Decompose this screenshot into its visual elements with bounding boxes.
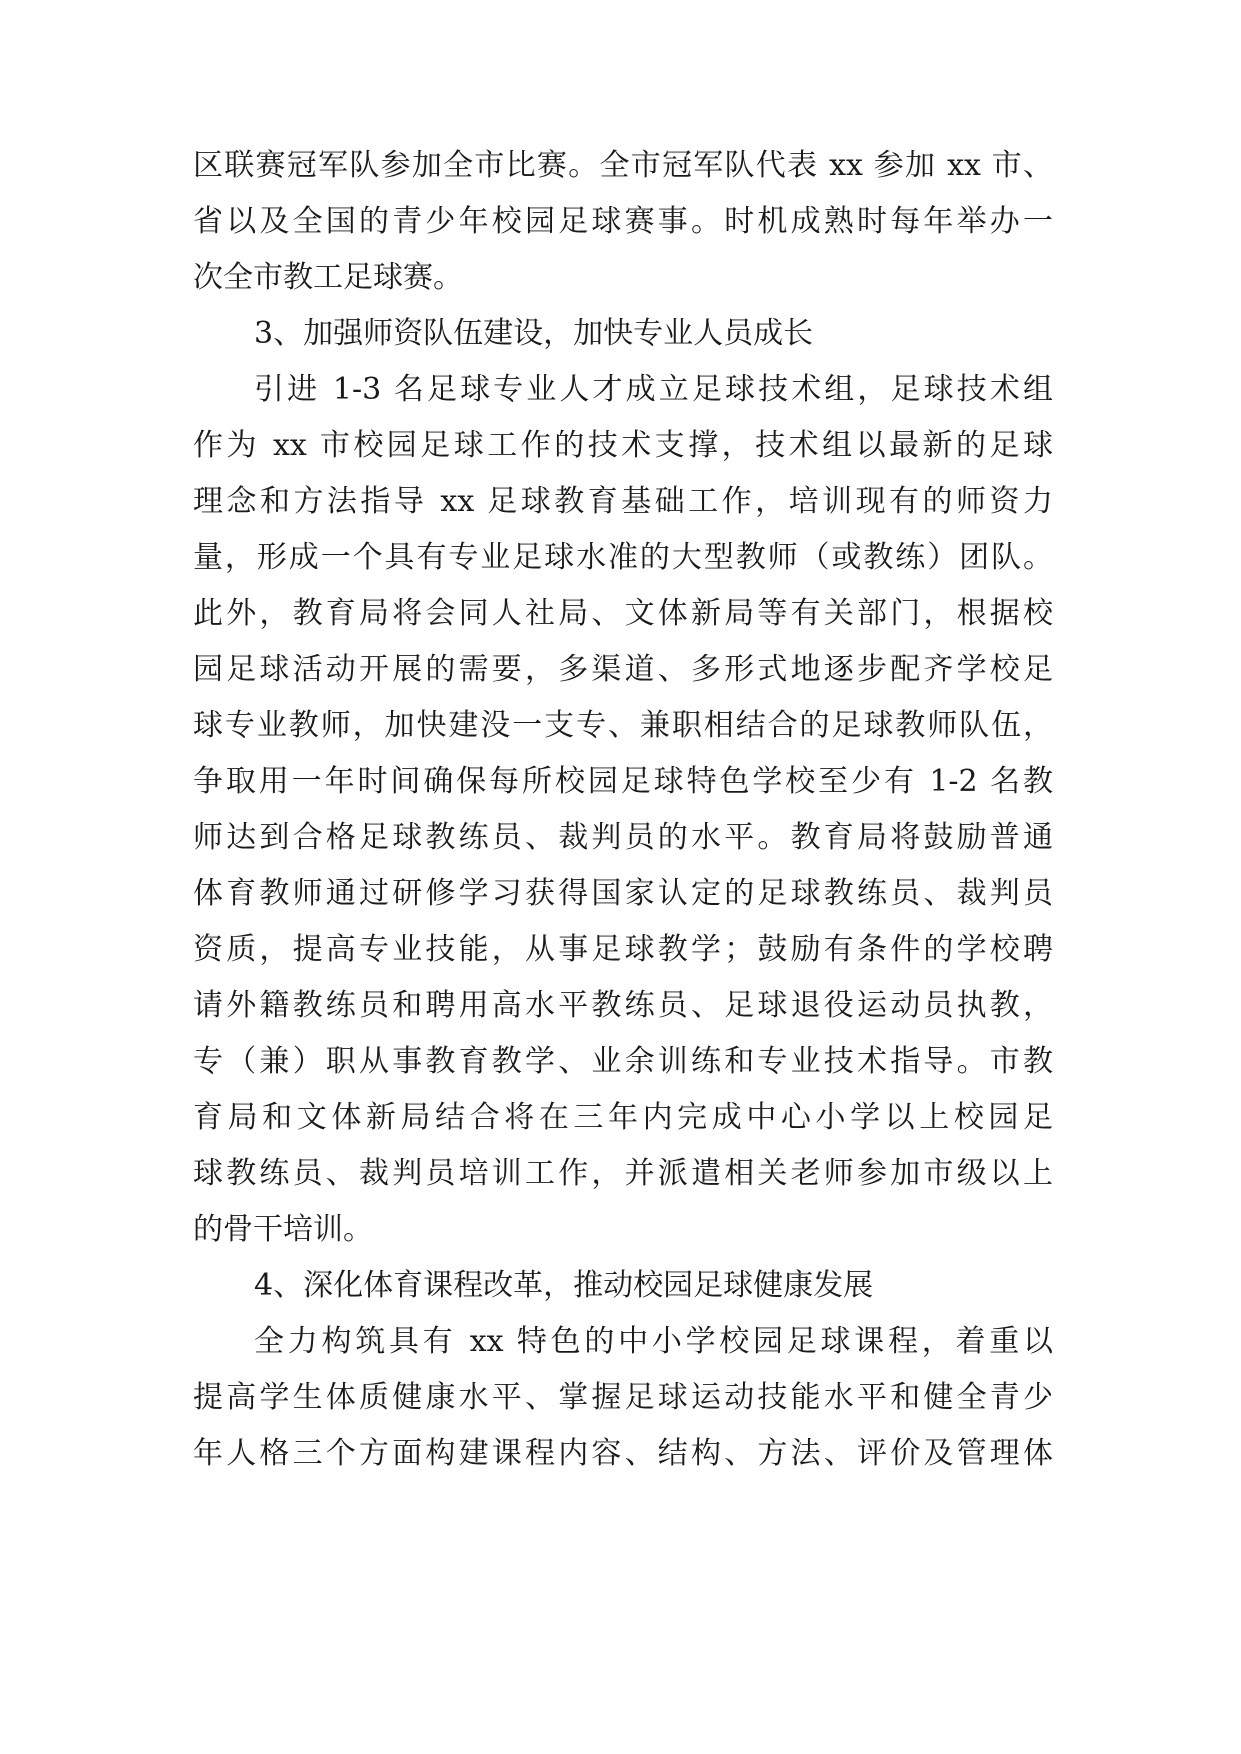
section-heading-4: 4、深化体育课程改革，推动校园足球健康发展 [254, 1268, 874, 1303]
paragraph-line: 年人格三个方面构建课程内容、结构、方法、评价及管理体 [193, 1436, 1053, 1471]
paragraph-line: 专（兼）职从事教育教学、业余训练和专业技术指导。市教 [193, 1044, 1053, 1079]
paragraph-line: 全力构筑具有 xx 特色的中小学校园足球课程，着重以 [254, 1324, 1053, 1359]
paragraph-line: 理念和方法指导 xx 足球教育基础工作，培训现有的师资力 [193, 484, 1053, 519]
paragraph-line: 量，形成一个具有专业足球水准的大型教师（或教练）团队。 [193, 540, 1053, 575]
paragraph-line: 师达到合格足球教练员、裁判员的水平。教育局将鼓励普通 [193, 820, 1053, 855]
paragraph-line: 此外，教育局将会同人社局、文体新局等有关部门，根据校 [193, 596, 1053, 631]
paragraph-line: 球教练员、裁判员培训工作，并派遣相关老师参加市级以上 [193, 1156, 1053, 1191]
paragraph-line: 省以及全国的青少年校园足球赛事。时机成熟时每年举办一 [193, 204, 1053, 239]
section-heading-3: 3、加强师资队伍建设，加快专业人员成长 [254, 316, 814, 351]
paragraph-line: 次全市教工足球赛。 [193, 260, 463, 295]
paragraph-line: 请外籍教练员和聘用高水平教练员、足球退役运动员执教， [193, 988, 1053, 1023]
paragraph-line: 育局和文体新局结合将在三年内完成中心小学以上校园足 [193, 1100, 1053, 1135]
paragraph-line: 园足球活动开展的需要，多渠道、多形式地逐步配齐学校足 [193, 652, 1053, 687]
paragraph-line: 的骨干培训。 [193, 1212, 373, 1247]
paragraph-line: 资质，提高专业技能，从事足球教学；鼓励有条件的学校聘 [193, 932, 1053, 967]
paragraph-line: 争取用一年时间确保每所校园足球特色学校至少有 1-2 名教 [193, 764, 1053, 799]
paragraph-line: 体育教师通过研修学习获得国家认定的足球教练员、裁判员 [193, 876, 1053, 911]
paragraph-line: 作为 xx 市校园足球工作的技术支撑，技术组以最新的足球 [193, 428, 1053, 463]
paragraph-line: 提高学生体质健康水平、掌握足球运动技能水平和健全青少 [193, 1380, 1053, 1415]
paragraph-line: 区联赛冠军队参加全市比赛。全市冠军队代表 xx 参加 xx 市、 [193, 148, 1053, 183]
paragraph-line: 球专业教师，加快建没一支专、兼职相结合的足球教师队伍， [193, 708, 1053, 743]
paragraph-line: 引进 1-3 名足球专业人才成立足球技术组，足球技术组 [254, 372, 1053, 407]
